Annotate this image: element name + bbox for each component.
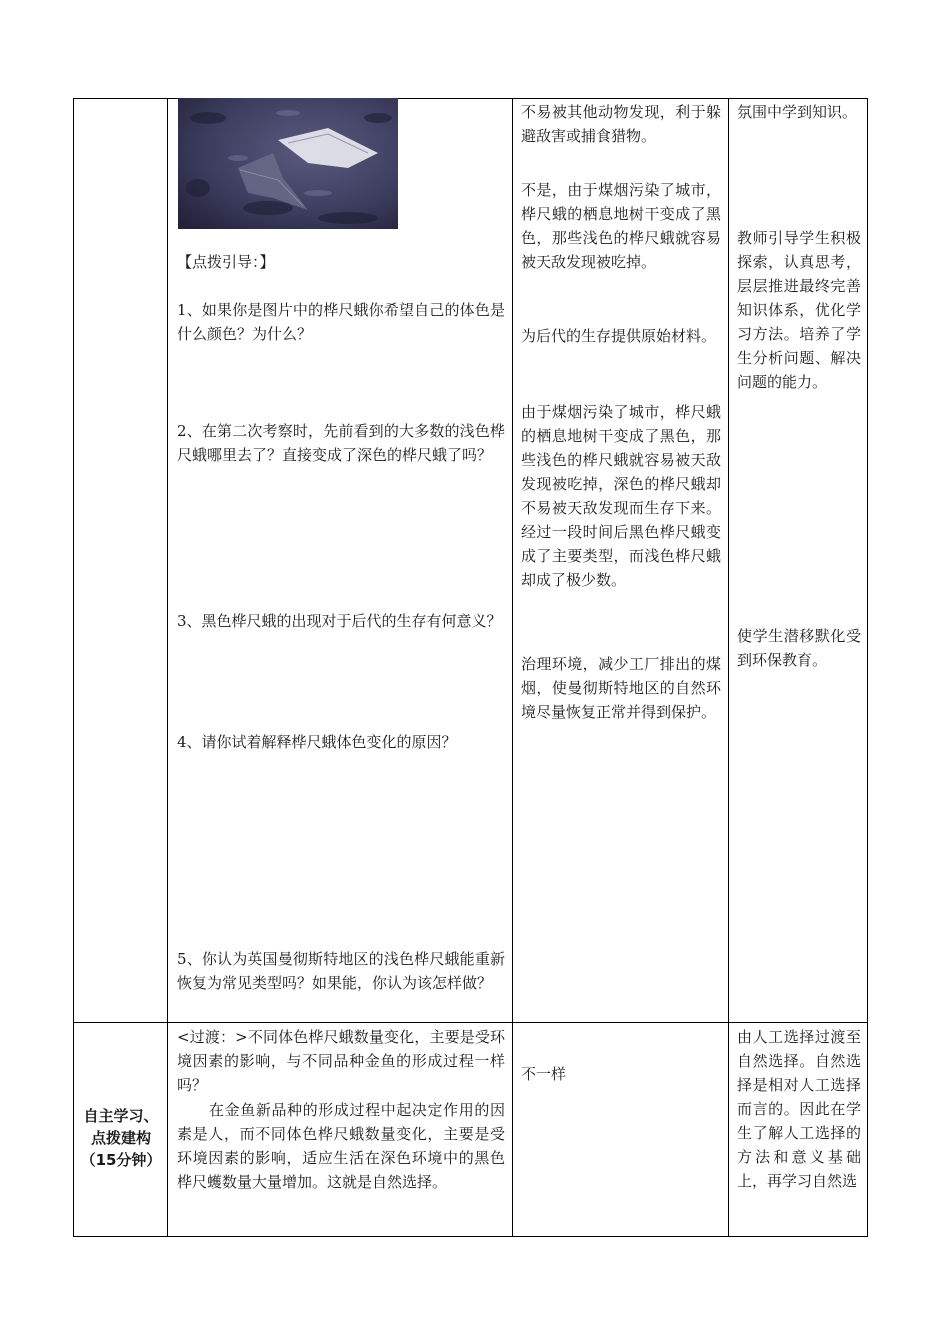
table-col2-divider: [512, 98, 513, 1237]
stage-label-line-3: （15分钟）: [80, 1151, 162, 1169]
answer-2: 不是，由于煤烟污染了城市，桦尺蛾的栖息地树干变成了黑色，那些浅色的桦尺蛾就容易被天敌发现被吃掉。: [521, 181, 721, 271]
table-row-divider: [73, 1022, 868, 1023]
table-bottom-border: [73, 1236, 868, 1237]
design-note-4: 由人工选择过渡至自然选择。自然选择是相对人工选择而言的。因此在学生了解人工选择的方法和意义基础上，再学习自然选: [737, 1028, 861, 1190]
design-note-1: 氛围中学到知识。: [737, 103, 858, 121]
stage-label-line-2: 点拨建构: [90, 1129, 151, 1147]
question-2: 2、在第二次考察时，先前看到的大多数的浅色桦尺蛾哪里去了？直接变成了深色的桦尺蛾了吗？: [177, 422, 505, 464]
guidance-heading: 【点拨引导：】: [177, 253, 275, 271]
table-left-border: [73, 98, 74, 1237]
answer-1: 不易被其他动物发现，利于躲避敌害或捕食猎物。: [521, 103, 721, 145]
natural-selection-text: 在金鱼新品种的形成过程中起决定作用的因素是人，而不同体色桦尺蛾数量变化，主要是受环境因素的影响，适应生活在深色环境中的黑色桦尺蠖数量大量增加。这就是自然选择。: [177, 1101, 505, 1191]
question-3: 3、黑色桦尺蛾的出现对于后代的生存有何意义？: [177, 612, 502, 630]
design-note-2: 教师引导学生积极探索，认真思考，层层推进最终完善知识体系，优化学习方法。培养了学生分析问题、解决问题的能力。: [737, 229, 861, 391]
table-col3-divider: [728, 98, 729, 1237]
table-right-border: [867, 98, 868, 1237]
answer-not-same: 不一样: [521, 1065, 567, 1083]
stage-label: [80, 1105, 162, 1171]
question-1: 1、如果你是图片中的桦尺蛾你希望自己的体色是什么颜色？为什么？: [177, 301, 505, 343]
answer-5: 治理环境，减少工厂排出的煤烟，使曼彻斯特地区的自然环境尽量恢复正常并得到保护。: [521, 655, 721, 721]
transition-text: <过渡：>不同体色桦尺蛾数量变化，主要是受环境因素的影响，与不同品种金鱼的形成过程一样吗？: [177, 1028, 505, 1094]
stage-label-line-1: 自主学习、: [83, 1107, 159, 1125]
moth-photo: [178, 98, 398, 229]
design-note-3: 使学生潜移默化受到环保教育。: [737, 627, 861, 669]
answer-4: 由于煤烟污染了城市，桦尺蛾的栖息地树干变成了黑色，那些浅色的桦尺蛾就容易被天敌发现被吃掉，深色的桦尺蛾却不易被天敌发现而生存下来。经过一段时间后黑色桦尺蛾变成了主要类型，而浅色桦尺蛾却成了极少数。: [521, 403, 721, 589]
table-col1-divider: [167, 98, 168, 1237]
question-4: 4、请你试着解释桦尺蛾体色变化的原因？: [177, 733, 457, 751]
question-5: 5、你认为英国曼彻斯特地区的浅色桦尺蛾能重新恢复为常见类型吗？如果能，你认为该怎样做？: [177, 950, 505, 992]
answer-3: 为后代的生存提供原始材料。: [521, 327, 717, 345]
